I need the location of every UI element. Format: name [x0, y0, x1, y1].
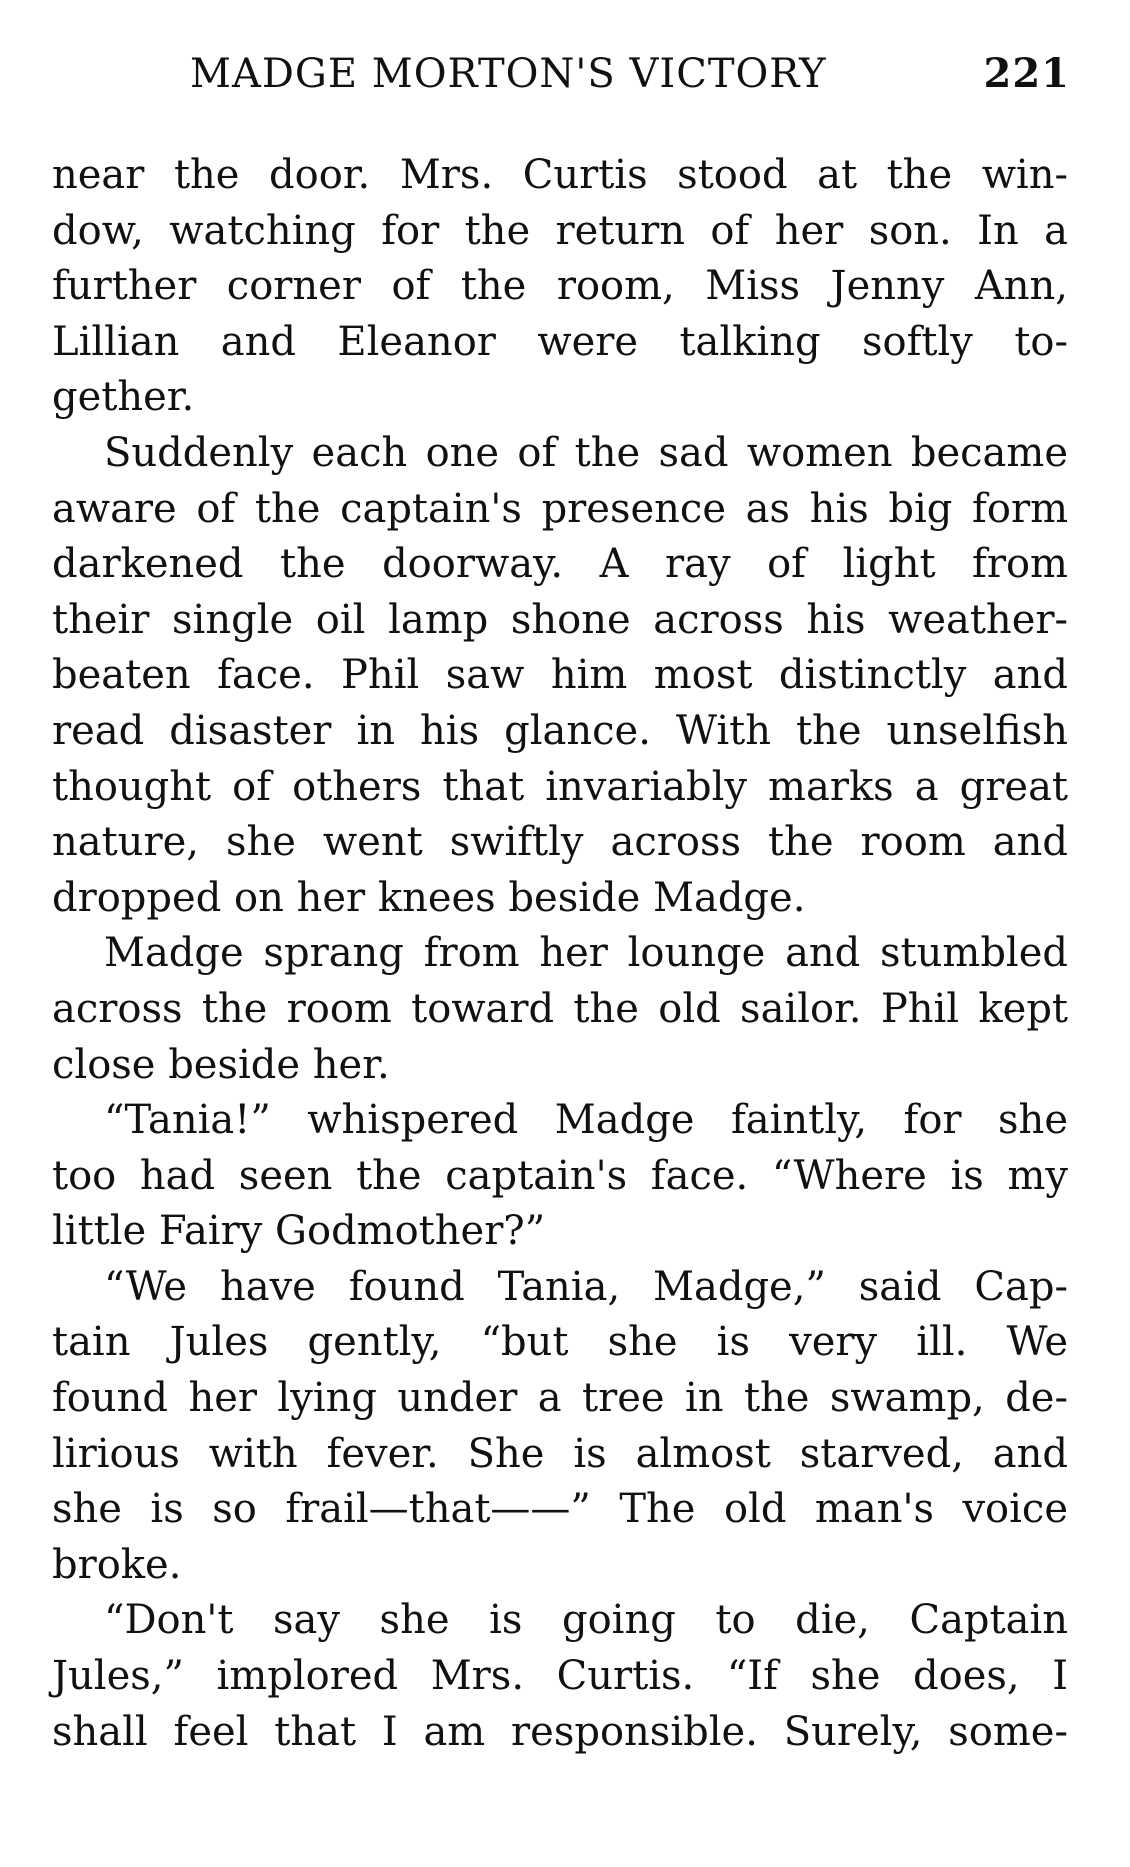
text-line: shall feel that I am responsible. Surely, some-	[52, 1708, 1068, 1755]
text-line: their single oil lamp shone across his weather-	[52, 596, 1068, 643]
running-title: MADGE MORTON'S VICTORY	[190, 51, 827, 97]
text-line: “We have found Tania, Madge,” said Cap-	[104, 1263, 1068, 1310]
text-line: nature, she went swiftly across the room and	[52, 819, 1068, 866]
text-line: lirious with fever. She is almost starved, and	[52, 1430, 1068, 1477]
text-line: broke.	[52, 1541, 182, 1588]
text-line: read disaster in his glance. With the unselfish	[52, 707, 1068, 754]
text-line: thought of others that invariably marks a great	[52, 763, 1068, 810]
body-text	[52, 148, 1068, 1760]
text-line: near the door. Mrs. Curtis stood at the win-	[52, 152, 1068, 198]
text-line: Jules,” implored Mrs. Curtis. “If she does, I	[52, 1653, 1068, 1700]
text-line: beaten face. Phil saw him most distinctly and	[52, 652, 1068, 699]
text-line: gether.	[52, 374, 195, 421]
text-line: tain Jules gently, “but she is very ill. We	[52, 1319, 1068, 1366]
text-line: “Tania!” whispered Madge faintly, for she	[104, 1097, 1068, 1144]
page-number: 221	[983, 50, 1070, 97]
text-line: aware of the captain's presence as his big form	[52, 485, 1068, 532]
text-line: too had seen the captain's face. “Where is my	[52, 1152, 1068, 1199]
running-head	[190, 44, 1070, 104]
text-line: dropped on her knees beside Madge.	[52, 874, 806, 921]
text-line: found her lying under a tree in the swamp, de-	[52, 1375, 1068, 1422]
text-line: “Don't say she is going to die, Captain	[104, 1597, 1068, 1644]
text-line: further corner of the room, Miss Jenny Ann,	[52, 263, 1068, 310]
text-line: she is so frail—that——” The old man's voice	[52, 1486, 1068, 1533]
text-line: Lillian and Eleanor were talking softly to-	[52, 318, 1068, 365]
text-line: dow, watching for the return of her son. In a	[52, 207, 1068, 254]
text-line: Suddenly each one of the sad women became	[104, 429, 1068, 476]
text-line: little Fairy Godmother?”	[52, 1208, 546, 1255]
text-line: close beside her.	[52, 1041, 390, 1088]
text-line: across the room toward the old sailor. Phil kept	[52, 985, 1068, 1032]
text-line: darkened the doorway. A ray of light from	[52, 541, 1068, 588]
text-line: Madge sprang from her lounge and stumbled	[104, 930, 1068, 977]
